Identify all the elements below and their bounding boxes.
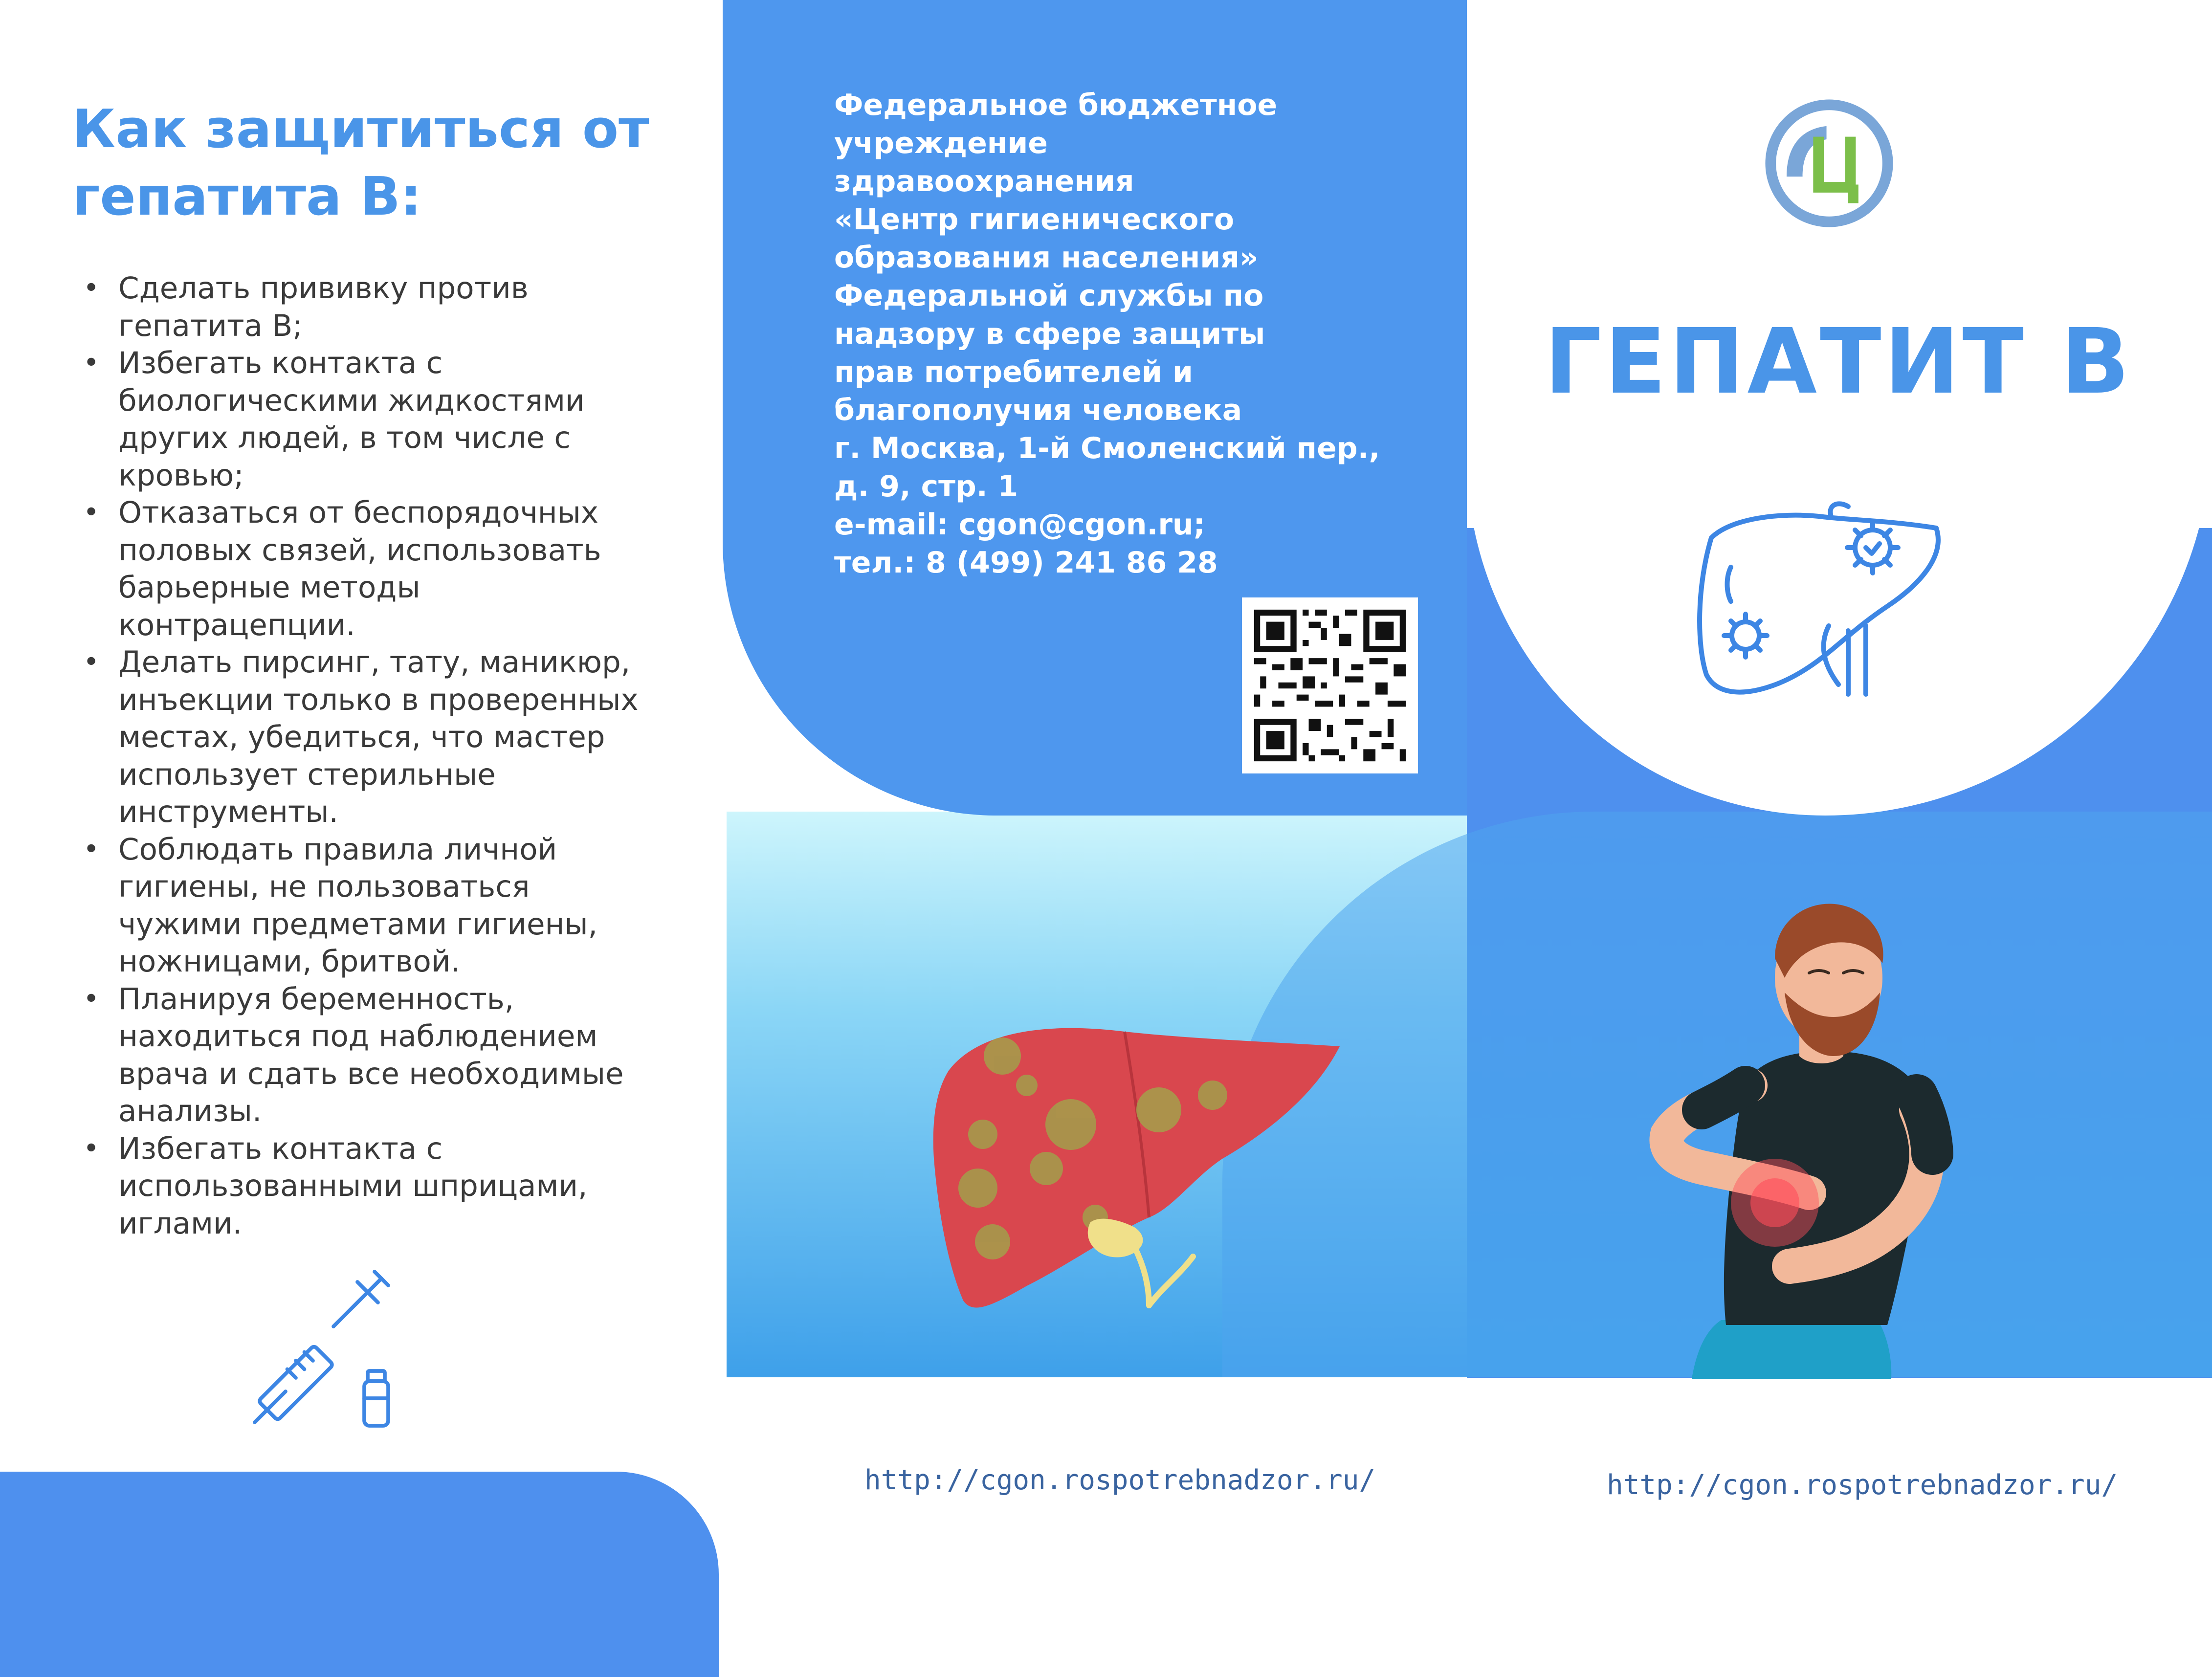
org-info-line: Федеральное бюджетное: [834, 88, 1278, 122]
left-heading-line-2: гепатита В:: [72, 166, 422, 227]
tip-item: [77, 270, 674, 345]
org-info-line: образования населения»: [834, 241, 1259, 275]
tip-line: анализы.: [118, 1094, 262, 1128]
tip-line: инструменты.: [118, 794, 338, 829]
org-info-line: здравоохранения: [834, 164, 1134, 199]
bullet: •: [83, 497, 100, 529]
syringe-icon: [244, 1261, 416, 1433]
liver-icon: [1692, 499, 1956, 709]
tip-line: ножницами, бритвой.: [118, 944, 460, 979]
bullet: •: [83, 272, 100, 304]
tip-line: местах, убедиться, что мастер: [118, 720, 605, 754]
tip-item: [77, 644, 674, 831]
org-info-line: благополучия человека: [834, 393, 1242, 427]
tip-item: [77, 1130, 674, 1243]
man-illustration: [1623, 880, 1995, 1379]
tip-line: кровью;: [118, 458, 244, 493]
org-info-line: прав потребителей и: [834, 355, 1193, 389]
bullet: •: [83, 983, 100, 1015]
tip-line: врача и сдать все необходимые: [118, 1056, 624, 1091]
left-heading-line-1: Как защититься от: [72, 99, 649, 160]
org-info-line: г. Москва, 1-й Смоленский пер.,: [834, 431, 1380, 465]
org-info-line: учреждение: [834, 126, 1048, 160]
org-info-line: д. 9, стр. 1: [834, 469, 1018, 504]
tip-line: находиться под наблюдением: [118, 1019, 598, 1054]
bullet: •: [83, 347, 100, 379]
main-title: ГЕПАТИТ В: [1544, 309, 2133, 414]
tip-line: Планируя беременность,: [118, 981, 514, 1016]
tip-item: [77, 494, 674, 644]
tip-line: гепатита В;: [118, 308, 303, 343]
tip-line: половых связей, использовать: [118, 532, 601, 568]
org-info-line: надзору в сфере защиты: [834, 317, 1265, 351]
tip-item: [77, 345, 674, 494]
liver-illustration: [919, 1012, 1349, 1330]
left-heading: [72, 96, 708, 231]
website-link-middle[interactable]: http://cgon.rospotrebnadzor.ru/: [864, 1464, 1376, 1496]
org-info-line: «Центр гигиенического: [834, 202, 1235, 237]
tip-line: использованными шприцами,: [118, 1169, 588, 1203]
tip-line: других людей, в том числе с: [118, 420, 571, 455]
org-info-line: тел.: 8 (499) 241 86 28: [834, 546, 1218, 580]
tip-line: контрацепции.: [118, 607, 355, 642]
tip-line: Отказаться от беспорядочных: [118, 495, 598, 530]
bullet: •: [83, 1132, 100, 1165]
tip-item: [77, 831, 674, 981]
tip-line: Сделать прививку против: [118, 271, 529, 306]
tip-line: Делать пирсинг, тату, маникюр,: [118, 645, 631, 680]
logo: [1763, 97, 1896, 230]
tip-line: гигиены, не пользоваться: [118, 869, 530, 904]
tip-line: инъекции только в проверенных: [118, 682, 639, 717]
tip-line: Соблюдать правила личной: [118, 832, 557, 867]
org-info-line: Федеральной службы по: [834, 279, 1264, 313]
tip-line: использует стерильные: [118, 757, 496, 792]
org-info-line: e-mail: cgon@cgon.ru;: [834, 508, 1205, 542]
bottom-left-decoration: [0, 1472, 719, 1677]
organization-info: [834, 86, 1470, 582]
qr-code[interactable]: [1242, 597, 1418, 773]
bullet: •: [83, 833, 100, 865]
bullet: •: [83, 646, 100, 678]
prevention-tips-list: [77, 270, 674, 1242]
tip-line: биологическими жидкостями: [118, 383, 585, 418]
tip-line: барьерные методы: [118, 570, 420, 605]
tip-line: иглами.: [118, 1206, 243, 1241]
tip-item: [77, 981, 674, 1130]
tip-line: Избегать контакта с: [118, 346, 443, 380]
tip-line: чужими предметами гигиены,: [118, 906, 597, 942]
tip-line: Избегать контакта с: [118, 1131, 443, 1166]
website-link-right[interactable]: http://cgon.rospotrebnadzor.ru/: [1607, 1469, 2118, 1501]
